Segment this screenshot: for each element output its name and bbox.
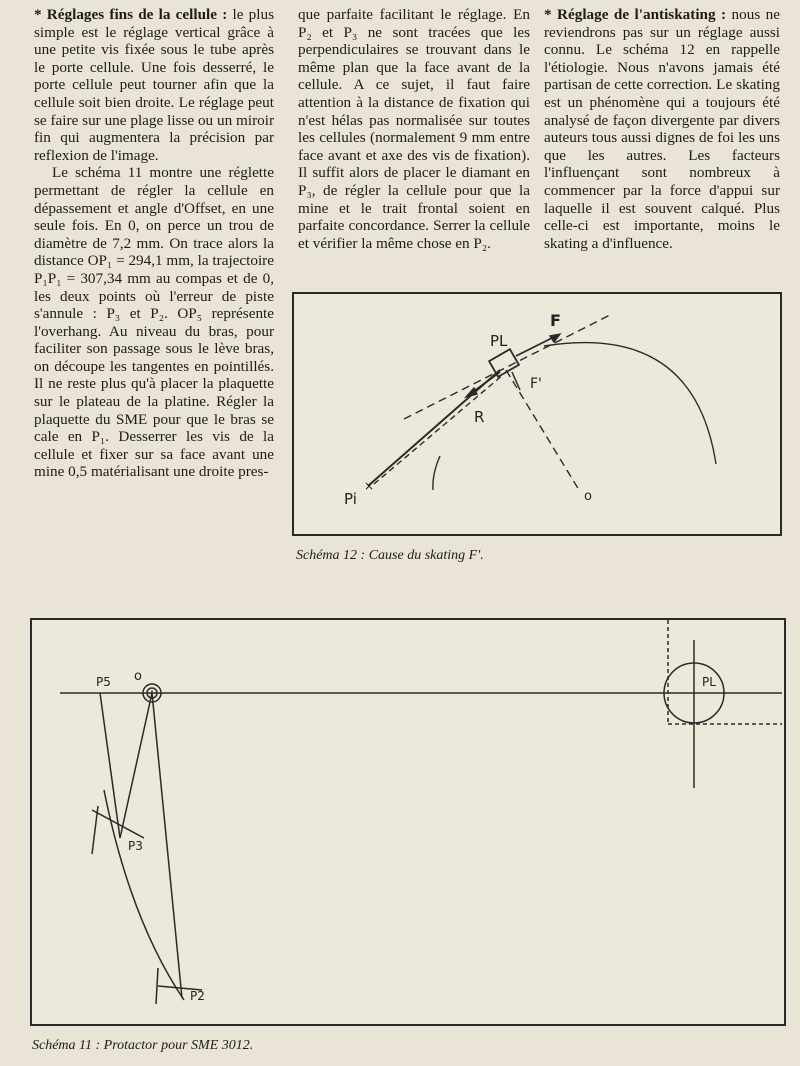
figure-schema-12 [292,292,782,536]
caption-schema-11: Schéma 11 : Protactor pour SME 3012. [32,1038,254,1053]
cross-mark: × [364,479,375,493]
paragraph-text: nous ne reviendrons pas sur un réglage aussi connu. Le schéma 12 en rappelle l'étiologie. Nous n'avons jamais été partisan de cette correction. Le skating est un phénomène qui a toujours été analysé de façon divergente par divers auteurs tous aussi dignes de foi les uns que les autres. Les facteurs l'influençant sont nombreux à commencer par la force d'appui sur laquelle il est souvent calqué. Plus celle-ci est importante, moins le skating a d'influence. [544,6,780,252]
label-o: o [134,669,142,684]
centre-line [506,370,579,490]
protractor-diagram [32,620,784,1024]
figure-schema-11 [30,618,786,1026]
perp-p3-b [92,810,144,838]
section-heading-antiskating: * Réglage de l'antiskating : [544,6,727,23]
caption-schema-12: Schéma 12 : Cause du skating F'. [296,548,484,563]
label-p2: P2 [190,989,205,1003]
label-ps: P5 [96,675,111,689]
tangent-line [404,314,612,419]
label-fprime: F' [530,376,542,392]
paragraph-text: le plus simple est le réglage vertical grâce à une petite vis fixée sous le tube après le porte cellule. Une fois desserré, le porte cellule peut tourner afin que la cellule soit bien droite. Le réglage peut se faire sur une plage lisse ou un miroir fin qui augmentera la précision par reflexion de l'image. [34,6,274,164]
label-pi: Pi [344,490,357,508]
label-o: o [584,489,592,504]
label-p3: P3 [128,839,143,853]
force-r-arrowhead [466,388,477,397]
label-r: R [474,408,485,426]
text-column-3 [544,6,780,252]
paragraph: Le schéma 11 montre une réglette permettant de régler la cellule en dépassement et angle d'Offset, en une seule fois. En 0, on perce un trou de diamètre de 7,2 mm. On trace alors la distance OP₁ = 294,1 mm, la trajectoire P₁P₁ = 307,34 mm au compas et de 0, les deux points où l'erreur de piste s'annule : P₃ et P₂. OP₅ représente l'overhang. Au niveau du bras, pour faciliter son passage sous le lève bras, on découpe les tangentes en pointillés. Il ne reste plus qu'à placer la plaquette sur le plateau de la platine. Régler la plaquette du SME pour que le bras se cale en P₁. Desserrer les vis de la cellule et fixer sur sa face avant une mine 0,5 matérialisant une droite pres- [34,164,274,481]
label-pl: PL [702,675,716,689]
groove-arc [433,456,440,490]
paragraph [34,6,274,164]
skating-diagram [294,294,780,534]
tonearm-offset-line [374,374,504,484]
label-pl: PL [490,332,508,350]
text-column-2 [298,6,530,252]
paragraph: que parfaite facilitant le réglage. En P₂ et P₃ ne sont tracées que les perpendiculaires se trouvant dans le même plan que la face avant de la cellule. A ce sujet, il faut faire attention à la distance de fixation qui n'est hélas pas normalisée sur toutes les cellules (normalement 9 mm entre face avant et axe des vis de fixation). Il suffit alors de placer le diamant en P₃, de régler la cellule pour que la mine et le trait frontal soient en parfaite concordance. Serrer la cellule et vérifier la même chose en P₂. [298,6,530,252]
record-arc [544,343,716,464]
section-heading-cellule: * Réglages fins de la cellule : [34,6,228,23]
perp-p2-a [156,968,158,1004]
label-f: F [550,311,561,330]
line-o-p3 [120,693,152,838]
paragraph [544,6,780,252]
text-column-1 [34,6,274,481]
